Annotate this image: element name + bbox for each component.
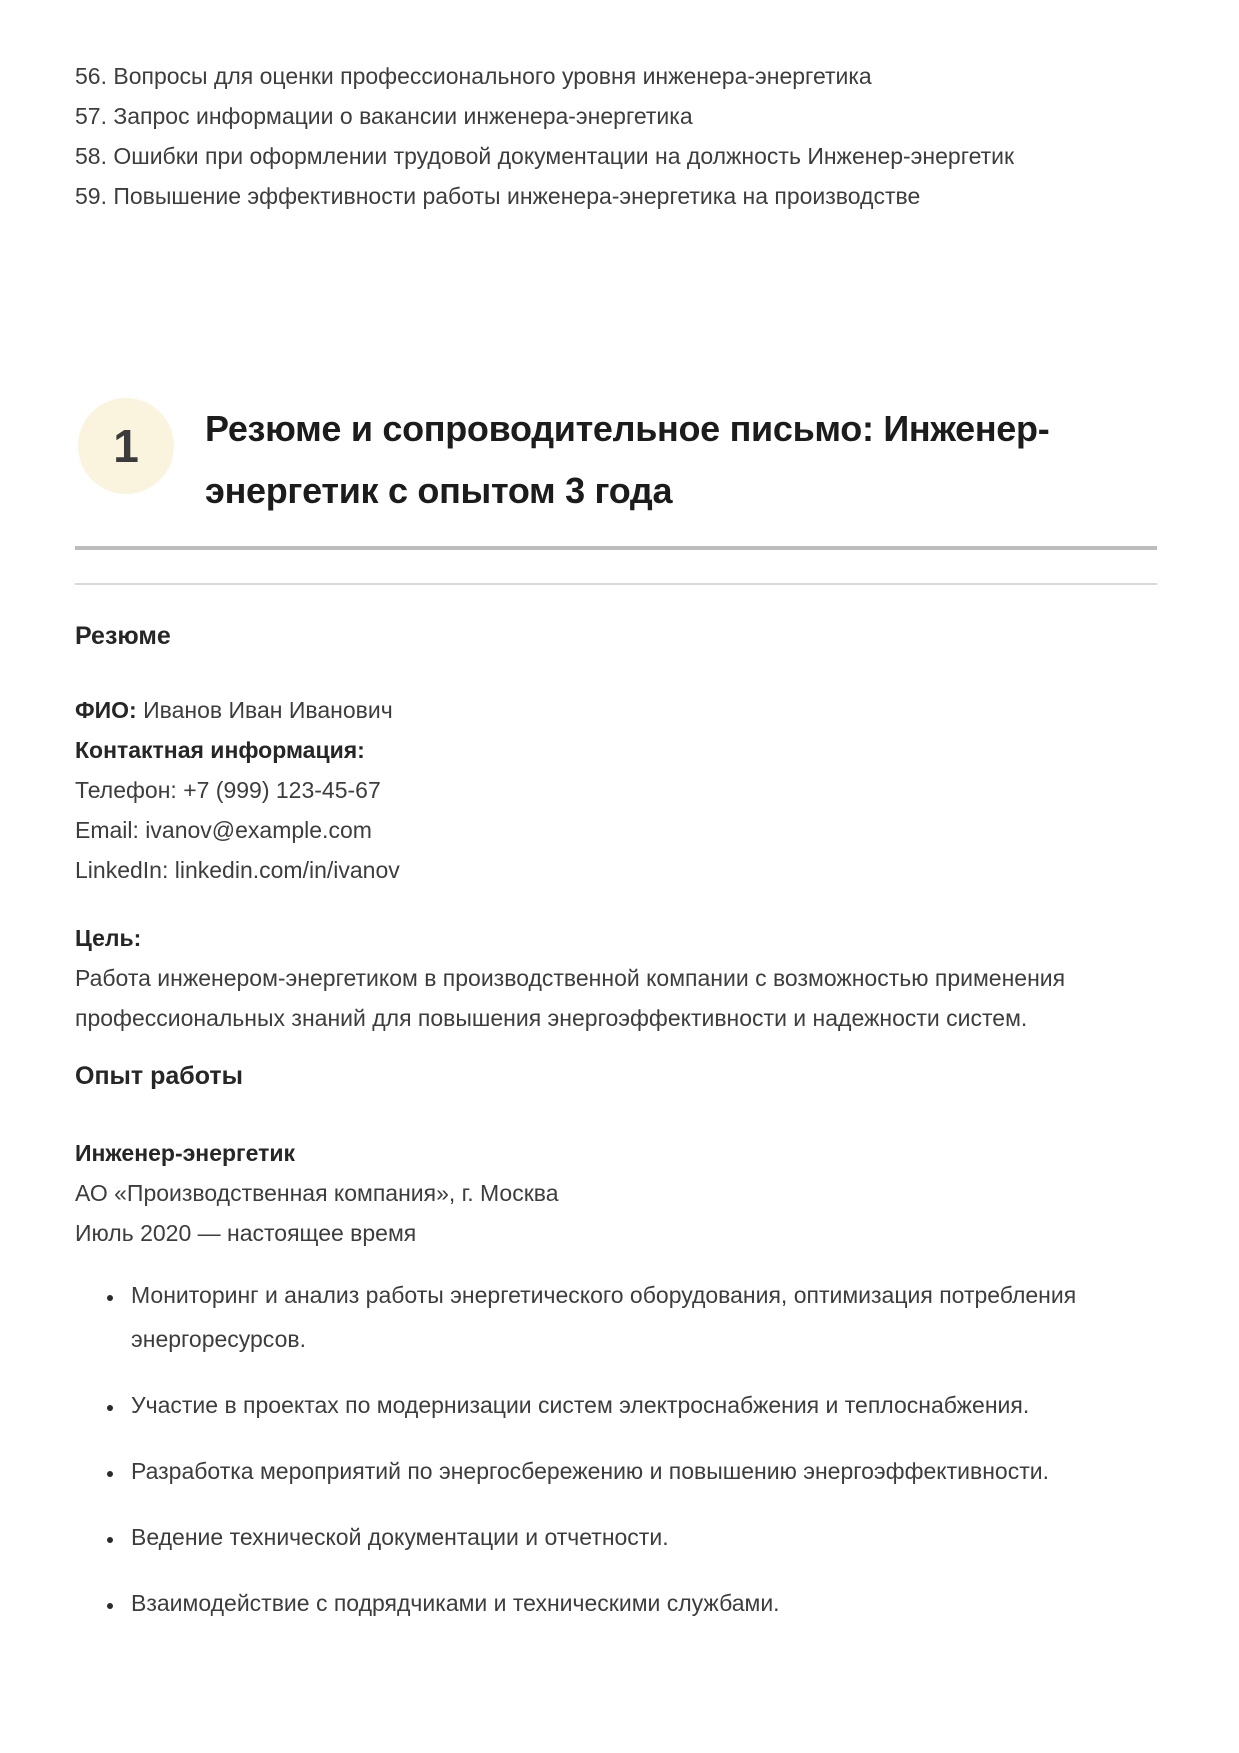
duty-item: • Взаимодействие с подрядчиками и техническими службами. xyxy=(125,1581,1105,1625)
phone-line: Телефон: +7 (999) 123-45-67 xyxy=(75,777,381,803)
duty-item: • Участие в проектах по модернизации систем электроснабжения и теплоснабжения. xyxy=(125,1383,1105,1427)
job-block xyxy=(75,1133,1157,1253)
contact-info-block xyxy=(75,690,1157,890)
article-list-item: 56. Вопросы для оценки профессионального уровня инженера-энергетика xyxy=(75,63,872,89)
article-list-item: 58. Ошибки при оформлении трудовой документации на должность Инженер-энергетик xyxy=(75,143,1015,169)
section-number: 1 xyxy=(113,420,139,472)
period-line: Июль 2020 — настоящее время xyxy=(75,1220,417,1246)
linkedin-line: LinkedIn: linkedin.com/in/ivanov xyxy=(75,857,400,883)
resume-heading: Резюме xyxy=(75,622,171,650)
section-header xyxy=(75,398,1157,522)
goal-text: Работа инженером-энергетиком в производственной компании с возможностью применения профессиональных знаний для повышения энергоэффективности и надежности систем. xyxy=(75,965,1066,1031)
duty-item: • Мониторинг и анализ работы энергетического оборудования, оптимизация потребления энергоресурсов. xyxy=(125,1273,1105,1361)
article-list xyxy=(75,0,1157,216)
fio-value: Иванов Иван Иванович xyxy=(143,697,393,723)
duty-item: • Разработка мероприятий по энергосбережению и повышению энергоэффективности. xyxy=(125,1449,1105,1493)
duty-item: • Ведение технической документации и отчетности. xyxy=(125,1515,1105,1559)
article-list-item: 57. Запрос информации о вакансии инженера-энергетика xyxy=(75,103,693,129)
contact-label: Контактная информация: xyxy=(75,737,365,763)
section-title: Резюме и сопроводительное письмо: Инженер-энергетик с опытом 3 года xyxy=(205,408,1050,511)
fio-label: ФИО: xyxy=(75,697,137,723)
goal-label: Цель: xyxy=(75,925,142,951)
company-line: АО «Производственная компания», г. Москва xyxy=(75,1180,559,1206)
experience-heading: Опыт работы xyxy=(75,1062,243,1090)
goal-block xyxy=(75,918,1157,1038)
email-line: Email: ivanov@example.com xyxy=(75,817,372,843)
duties-list xyxy=(75,1273,1157,1625)
section-number-badge xyxy=(78,398,174,494)
job-title: Инженер-энергетик xyxy=(75,1140,296,1166)
divider-light xyxy=(75,583,1157,585)
divider-strong xyxy=(75,546,1157,550)
article-list-item: 59. Повышение эффективности работы инженера-энергетика на производстве xyxy=(75,183,921,209)
